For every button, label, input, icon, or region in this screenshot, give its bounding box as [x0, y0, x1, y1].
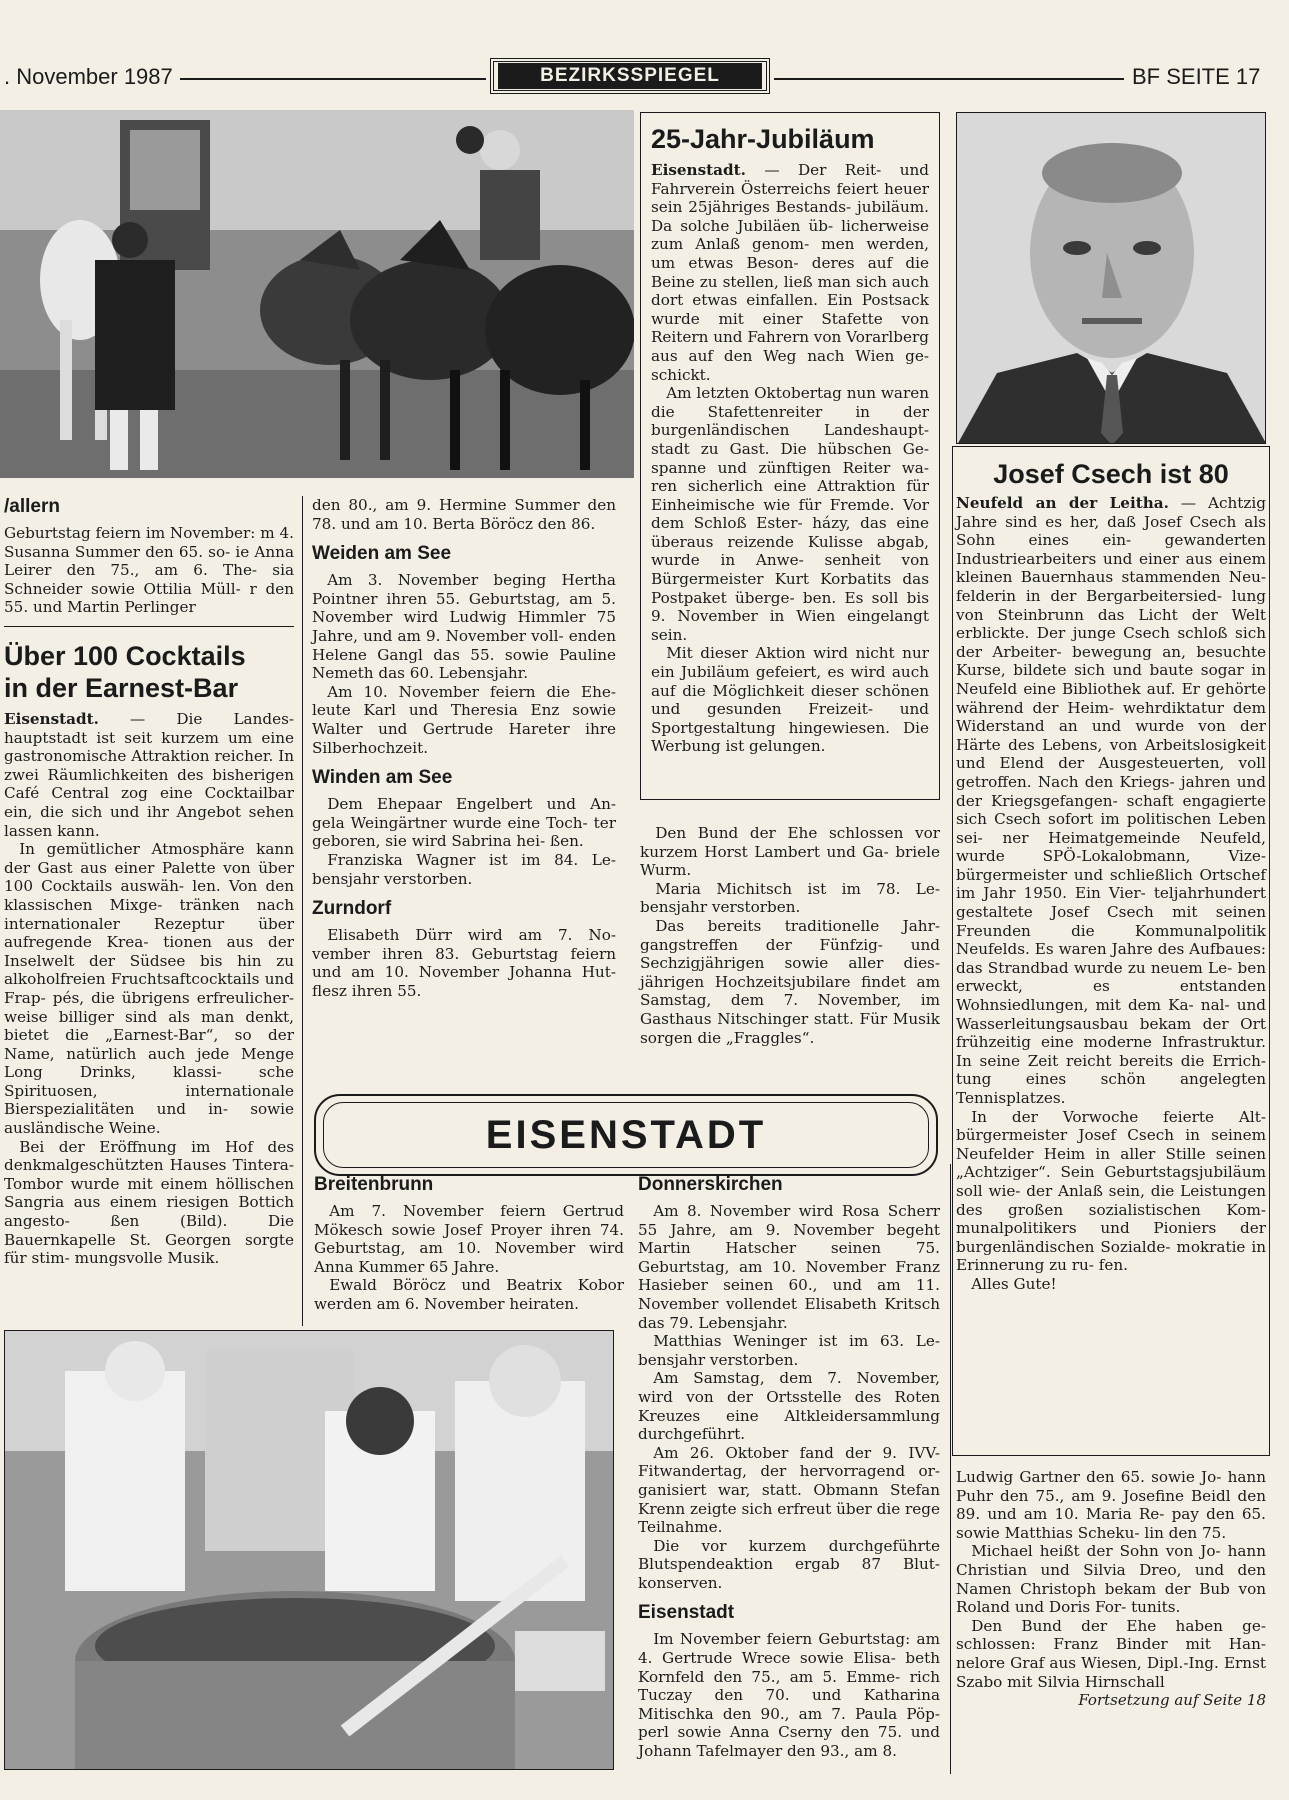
cocktail-paragraph-1: — Die Landes- hauptstadt ist seit kurzem um eine gastronomische Attraktion reicher. In zwei Räumlichkeiten des bisherigen Café Central zog eine Cocktailbar ein, die sich und ihr Angebot sehen lassen kann. — [4, 710, 294, 840]
jubilaeum-dateline: Eisenstadt. — [651, 161, 746, 179]
breitenbrunn-paragraph-2: Ewald Böröcz und Beatrix Kobor werden am 6. November heiraten. — [314, 1276, 624, 1313]
csech-dateline: Neufeld an der Leitha. — [956, 494, 1169, 512]
jubilaeum-article — [640, 112, 940, 800]
cocktail-article — [4, 640, 294, 1268]
donnerskirchen-paragraph-5: Die vor kurzem durchgeführte Blutspendeaktion ergab 87 Blut- konserven. — [638, 1536, 940, 1592]
zurndorf-paragraph-1: Elisabeth Dürr wird am 7. No- vember ihren 83. Geburtstag feiern und am 10. November Johanna Hut- flesz ihren 55. — [312, 926, 616, 1000]
josef-csech-portrait — [956, 112, 1266, 444]
donnerskirchen-paragraph-3: Am Samstag, dem 7. November, wird von der Ortsstelle des Roten Kreuzes eine Altkleidersammlung durchgeführt. — [638, 1369, 940, 1444]
column-1-divider — [4, 626, 294, 627]
header-rule-left — [180, 78, 486, 80]
column-4-bottom — [956, 1468, 1266, 1710]
jubilaeum-headline: 25-Jahr-Jubiläum — [651, 124, 875, 154]
article-head-weiden: Weiden am See — [312, 543, 452, 565]
jubilaeum-paragraph-3: Mit dieser Aktion wird nicht nur ein Jubiläum gefeiert, es wird auch auf die Möglichkeit dieser schönen und gesunden Freizeit- und Sportgestaltung hingewiesen. Die Werbung ist gelungen. — [651, 644, 929, 756]
winden-paragraph-2: Franziska Wagner ist im 84. Le- bensjahr verstorben. — [312, 850, 616, 888]
donnerskirchen-paragraph-4: Am 26. Oktober fand der 9. IVV- Fitwandertag, der hervorragend or- ganisiert war, statt. Obmann Stefan Krenn zeigte sich erfreut über die rege Teilnahme. — [638, 1443, 940, 1537]
eisenstadt-banner-text: EISENSTADT — [323, 1102, 929, 1168]
breitenbrunn-article — [314, 1164, 624, 1314]
cocktail-dateline: Eisenstadt. — [4, 710, 99, 728]
donnerskirchen-paragraph-1: Am 8. November wird Rosa Scherr 55 Jahre, am 9. November begeht Martin Hatscher seinen 75. Geburtstag, am 10. November Franz Hasieber seinen 60., und am 11. November vollendet Elisabeth Kritsch das 79. Lebensjahr. — [638, 1202, 940, 1332]
jubilaeum-paragraph-2: Am letzten Oktobertag nun waren die Stafettenreiter in der burgenländischen Landeshaupt- stadt zu Gast. Die hübschen Ge- spanne und zünftigen Reiter wa- ren sicherlich eine Attraktion für Einheimische wie für Fremde. Vor dem Schloß Ester- házy, das eine überaus reizende Kulisse abgab, wurde in Anwe- senheit von Bürgermeister Kurt Korbatits das Postpaket überge- ben. Es soll bis 9. November in Wien eingelangt sein. — [651, 384, 929, 644]
column-1-rule — [302, 496, 303, 1326]
csech-paragraph-2: In der Vorwoche feierte Alt- bürgermeister Josef Csech in seinem Neufelder Heim in aller Stille seinen „Achtziger“. Sein Geburtstagsjubiläum soll wie- der Anlaß sein, die Leistungen des großen sozialistischen Kom- munalpolitikers und Pioniers der burgenländischen Sozialde- mokratie in Erinnerung zu ru- fen. — [956, 1107, 1266, 1275]
col3-paragraph-3: Das bereits traditionelle Jahr- gangstreffen der Fünfzig- und Sechzigjährigen sowie aller dies- jährigen Hochzeitsjubilare findet am Samstag, dem 7. November, im Gasthaus Nitschinger statt. Für Musik sorgen die „Fraggles“. — [640, 916, 940, 1047]
cocktail-headline-1: Über 100 Cocktails — [4, 641, 246, 671]
column-3-mid — [640, 824, 940, 1047]
col3-paragraph-1: Den Bund der Ehe schlossen vor kurzem Horst Lambert und Ga- briele Wurm. — [640, 824, 940, 880]
column-1-top — [4, 496, 294, 617]
section-title-box — [490, 58, 770, 94]
horse-riders-photo — [0, 110, 634, 478]
csech-paragraph-1: — Achtzig Jahre sind es her, daß Josef Csech als Sohn eines ein- gewanderten Industriearbeiters und einer aus einem kleinen Bauernhaus stammenden Neu- felderin in der Bergarbeitersied- lung von Steinbrunn das Licht der Welt erblickte. Der junge Csech schloß sich der Arbeiter- bewegung an, besuchte Kurse, bildete sich und baute sogar in Neufeld eine Bibliothek auf. Er gehörte während der Heim- wehrdiktatur dem Widerstand an und wurde von der Härte des Lebens, von Arbeitslosigkeit und Elend der Ausgesteuerten, voll getroffen. Nach den Kriegs- jahren und der Kriegsgefangen- schaft engagierte sich Csech sofort im politischen Leben sei- ner Heimatgemeinde Neufeld, wurde SPÖ-Lokalobmann, Vize- bürgermeister und schließlich Ortschef im Jahr 1950. Ein Vier- teljahrhundert gestaltete Josef Csech mit seinen Freunden die Kommunalpolitik Neufelds. Es waren Jahre des Aufbaues: das Strandbad wurde zu neuem Le- ben erweckt, es entstanden Wohnsiedlungen, mit dem Ka- nal- und Wasserleitungsausbau bekam der Ort frühzeitig eine moderne Infrastruktur. In seine Zeit reicht bereits die Errich- tung eines schön angelegten Tennisplatzes. — [956, 494, 1266, 1107]
column-2 — [312, 496, 616, 1000]
weiden-paragraph-1: Am 3. November beging Hertha Pointner ihren 55. Geburtstag, am 5. November wird Ludwig Himmler 75 Jahre, und am 9. November voll- enden Helene Gangl das 55. sowie Pauline Nemeth das 60. Lebensjahr. — [312, 571, 616, 683]
col3-paragraph-2: Maria Michitsch ist im 78. Le- bensjahr verstorben. — [640, 879, 940, 917]
article-head-eisenstadt: Eisenstadt — [638, 1602, 735, 1624]
col4-paragraph-3: Den Bund der Ehe haben ge- schlossen: Franz Binder mit Han- nelore Graf aus Wiesen, Dipl.-Ing. Ernst Szabo mit Silvia Hirnschall — [956, 1616, 1266, 1691]
cocktail-paragraph-3: Bei der Eröffnung im Hof des denkmalgeschützten Hauses Tintera-Tombor wurde mit einem höllischen Sangria aus einem riesigen Bottich angesto- ßen (Bild). Die Bauernkapelle St. Georgen sorgte für stim- mungsvolle Musik. — [4, 1137, 294, 1268]
section-title: BEZIRKSSPIEGEL — [498, 63, 762, 89]
cocktail-headline-2: in der Earnest-Bar — [4, 673, 239, 703]
header-rule-right — [774, 78, 1124, 80]
issue-date: . November 1987 — [4, 64, 173, 89]
csech-headline: Josef Csech ist 80 — [993, 459, 1229, 489]
col2-top-text: den 80., am 9. Hermine Summer den 78. und am 10. Berta Böröcz den 86. — [312, 496, 616, 533]
donnerskirchen-article — [638, 1164, 940, 1761]
article-head-zurndorf: Zurndorf — [312, 898, 392, 920]
winden-paragraph-1: Dem Ehepaar Engelbert und An- gela Weingärtner wurde eine Toch- ter geboren, sie wird Sabrina hei- ßen. — [312, 795, 616, 851]
csech-article-frame — [952, 446, 1270, 1456]
cocktail-paragraph-2: In gemütlicher Atmosphäre kann der Gast aus einer Palette von über 100 Cocktails auswäh- len. Von den klassischen Mixge- tränken nach internationaler Rezeptur über aufregende Krea- tionen aus der Inselwelt der Südsee bis hin zu alkoholfreien Fruchtsaftcocktails und Frap- pés, die übrigens erfreulicher- weise billiger sind als man denkt, bietet die „Earnest-Bar“, so der Name, natürlich auch jede Menge Long Drinks, klassi- sche Spirituosen, internationale Bierspezialitäten und in- sowie ausländische Weine. — [4, 840, 294, 1138]
breitenbrunn-paragraph-1: Am 7. November feiern Gertrud Mökesch sowie Josef Proyer ihren 74. Geburtstag, am 10. November wird Anna Kummer 65 Jahre. — [314, 1202, 624, 1276]
jubilaeum-paragraph-1: — Der Reit- und Fahrverein Österreichs feiert heuer sein 25jähriges Bestands- jubiläum. Da solche Jubiläen üb- licherweise zum Anlaß genom- men werden, um etwas Beson- deres auf die Beine zu stellen, ließ man sich auch dort etwas einfallen. Ein Postsack wurde mit einer Stafette von Reitern und Fahrern von Vorarlberg aus auf den Weg nach Wien ge- schickt. — [651, 161, 929, 384]
col4-paragraph-2: Michael heißt der Sohn von Jo- hann Christian und Silvia Dreo, und den Namen Christoph bekam der Bub von Roland und Doris For- tunits. — [956, 1542, 1266, 1617]
donnerskirchen-paragraph-2: Matthias Weninger ist im 63. Le- bensjahr verstorben. — [638, 1332, 940, 1369]
col4-paragraph-1: Ludwig Gartner den 65. sowie Jo- hann Puhr den 75., am 9. Josefine Beidl den 89. und am 10. Maria Re- pay den 65. sowie Matthias Scheku- lin den 75. — [956, 1468, 1266, 1542]
article-head-breitenbrunn: Breitenbrunn — [314, 1174, 434, 1195]
column-3-rule — [950, 1164, 951, 1774]
sangria-photo — [4, 1330, 614, 1770]
wallern-text: Geburtstag feiern im November: m 4. Susanna Summer den 65. so- ie Anna Leirer den 75., am 6. The- sia Schneider sowie Ottilia Müll- r den 55. und Martin Perlinger — [4, 524, 294, 617]
page-number: BF SEITE 17 — [1132, 64, 1261, 89]
continuation-note: Fortsetzung auf Seite 18 — [1078, 1691, 1266, 1710]
article-head-winden: Winden am See — [312, 767, 453, 789]
eisenstadt-paragraph-1: Im November feiern Geburtstag: am 4. Gertrude Wrece sowie Elisa- beth Kornfeld den 75., am 5. Emme- rich Tuczay den 70. und Katharina Mitischka den 90., am 7. Paula Pöp- perl sowie Anna Cserny den 75. und Johann Tafelmayer den 93., am 8. — [638, 1630, 940, 1761]
csech-paragraph-3: Alles Gute! — [971, 1274, 1057, 1293]
weiden-paragraph-2: Am 10. November feiern die Ehe- leute Karl und Theresia Enz sowie Walter und Gertrude Hareter ihre Silberhochzeit. — [312, 682, 616, 757]
article-head-donnerskirchen: Donnerskirchen — [638, 1174, 783, 1195]
article-head-wallern: /allern — [4, 496, 60, 517]
